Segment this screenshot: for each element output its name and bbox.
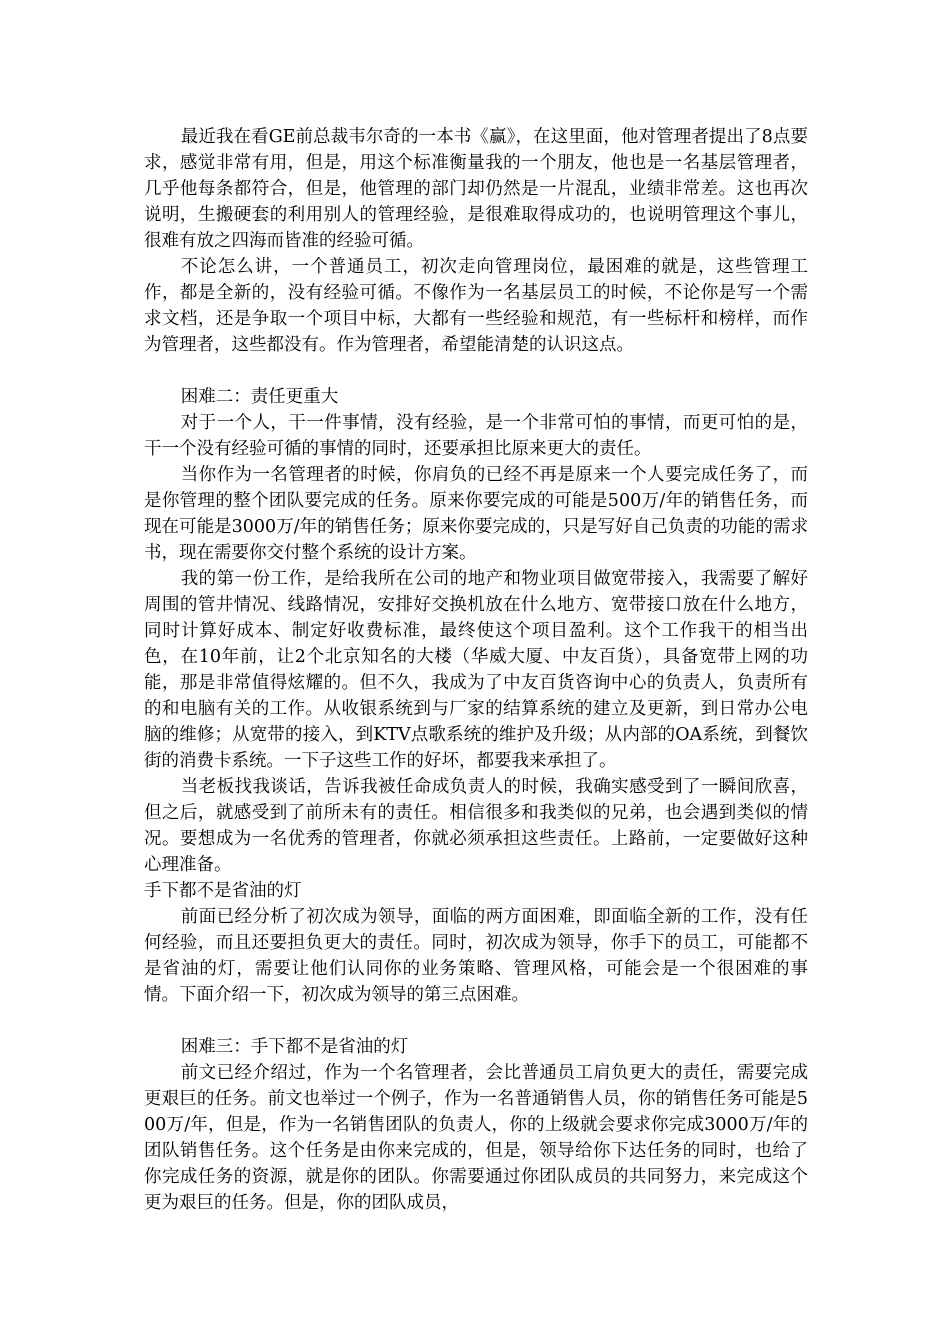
paragraph: 我的第一份工作，是给我所在公司的地产和物业项目做宽带接入，我需要了解好周围的管井情况、线路情况，安排好交换机放在什么地方、宽带接口放在什么地方，同时计算好成本、制定好收费标准，最终使这个项目盈利。这个工作我干的相当出色，在10年前，让2个北京知名的大楼（华威大厦、中友百货），具备宽带上网的功能，那是非常值得炫耀的。但不久，我成为了中友百货咨询中心的负责人，负责所有的和电脑有关的工作。从收银系统到与厂家的结算系统的建立及更新，到日常办公电脑的维修；从宽带的接入，到KTV点歌系统的维护及升级；从内部的OA系统，到餐饮街的消费卡系统。一下子这些工作的好坏，都要我来承担了。	[144, 569, 808, 771]
blank-line	[144, 1008, 808, 1034]
paragraph: 最近我在看GE前总裁韦尔奇的一本书《赢》，在这里面，他对管理者提出了8点要求，感觉非常有用，但是，用这个标准衡量我的一个朋友，他也是一名基层管理者，几乎他每条都符合，但是，他管理的部门却仍然是一片混乱，业绩非常差。这也再次说明，生搬硬套的利用别人的管理经验，是很难取得成功的，也说明管理这个事儿，很难有放之四海而皆准的经验可循。	[144, 127, 808, 251]
paragraph: 前面已经分析了初次成为领导，面临的两方面困难，即面临全新的工作，没有任何经验，而且还要担负更大的责任。同时，初次成为领导，你手下的员工，可能都不是省油的灯，需要让他们认同你的业务策略、管理风格，可能会是一个很困难的事情。下面介绍一下，初次成为领导的第三点困难。	[144, 907, 808, 1005]
document-body	[144, 124, 808, 1216]
section-heading: 手下都不是省油的灯	[144, 881, 302, 901]
blank-line	[144, 358, 808, 384]
section-heading: 困难二：责任更重大	[180, 387, 339, 407]
paragraph: 对于一个人，干一件事情，没有经验，是一个非常可怕的事情，而更可怕的是，干一个没有经验可循的事情的同时，还要承担比原来更大的责任。	[144, 413, 808, 459]
paragraph: 当老板找我谈话，告诉我被任命成负责人的时候，我确实感受到了一瞬间欣喜，但之后，就感受到了前所未有的责任。相信很多和我类似的兄弟，也会遇到类似的情况。要想成为一名优秀的管理者，你就必须承担这些责任。上路前，一定要做好这种心理准备。	[144, 777, 808, 875]
section-heading: 困难三：手下都不是省油的灯	[180, 1037, 409, 1057]
paragraph: 当你作为一名管理者的时候，你肩负的已经不再是原来一个人要完成任务了，而是你管理的整个团队要完成的任务。原来你要完成的可能是500万/年的销售任务，而现在可能是3000万/年的销售任务；原来你要完成的，只是写好自己负责的功能的需求书，现在需要你交付整个系统的设计方案。	[144, 465, 808, 563]
paragraph: 不论怎么讲，一个普通员工，初次走向管理岗位，最困难的就是，这些管理工作，都是全新的，没有经验可循。不像作为一名基层员工的时候，不论你是写一个需求文档，还是争取一个项目中标，大都有一些经验和规范，有一些标杆和榜样，而作为管理者，这些都没有。作为管理者，希望能清楚的认识这点。	[144, 257, 808, 355]
paragraph: 前文已经介绍过，作为一个名管理者，会比普通员工肩负更大的责任，需要完成更艰巨的任务。前文也举过一个例子，作为一名普通销售人员，你的销售任务可能是500万/年，但是，作为一名销售团队的负责人，你的上级就会要求你完成3000万/年的团队销售任务。这个任务是由你来完成的，但是，领导给你下达任务的同时，也给了你完成任务的资源，就是你的团队。你需要通过你团队成员的共同努力，来完成这个更为艰巨的任务。但是，你的团队成员，	[144, 1063, 808, 1213]
